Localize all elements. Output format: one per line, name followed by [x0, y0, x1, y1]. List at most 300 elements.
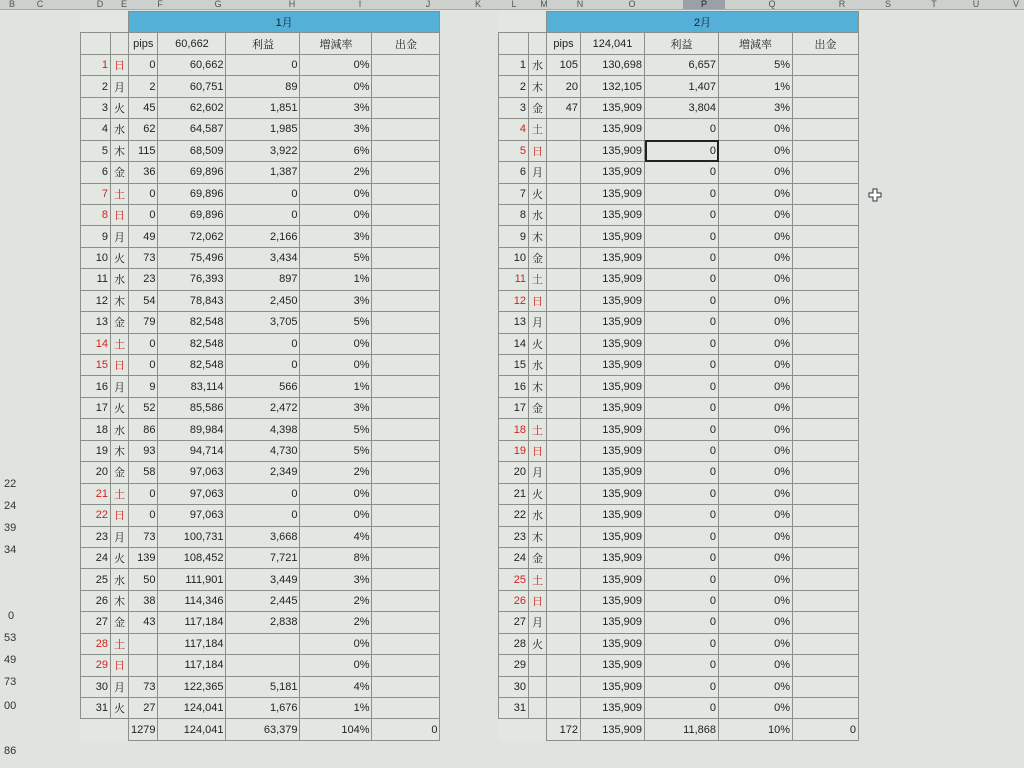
withdraw-cell[interactable] — [372, 676, 440, 697]
profit-cell[interactable]: 1,407 — [645, 76, 719, 97]
rate-cell[interactable]: 1% — [300, 376, 372, 397]
weekday-cell[interactable]: 土 — [529, 119, 547, 140]
day-cell[interactable]: 11 — [499, 269, 529, 290]
weekday-cell[interactable]: 金 — [529, 547, 547, 568]
withdraw-cell[interactable] — [372, 76, 440, 97]
balance-cell[interactable]: 78,843 — [158, 290, 226, 311]
total-rate[interactable]: 104% — [300, 719, 372, 740]
profit-cell[interactable]: 4,398 — [226, 419, 300, 440]
balance-cell[interactable]: 135,909 — [581, 119, 645, 140]
rate-cell[interactable]: 1% — [300, 698, 372, 719]
profit-cell[interactable]: 5,181 — [226, 676, 300, 697]
day-cell[interactable]: 25 — [499, 569, 529, 590]
rate-cell[interactable]: 0% — [300, 76, 372, 97]
profit-cell[interactable]: 0 — [645, 355, 719, 376]
pips-cell[interactable]: 38 — [129, 590, 158, 611]
balance-cell[interactable]: 135,909 — [581, 97, 645, 118]
day-cell[interactable]: 20 — [81, 462, 111, 483]
rate-cell[interactable]: 0% — [300, 655, 372, 676]
withdraw-cell[interactable] — [793, 162, 859, 183]
profit-cell[interactable]: 0 — [645, 226, 719, 247]
day-cell[interactable]: 7 — [81, 183, 111, 204]
profit-cell[interactable]: 0 — [226, 505, 300, 526]
rate-cell[interactable]: 0% — [719, 247, 793, 268]
day-cell[interactable]: 1 — [81, 54, 111, 75]
total-balance[interactable]: 135,909 — [581, 719, 645, 740]
day-cell[interactable]: 12 — [499, 290, 529, 311]
header-start-balance[interactable]: 60,662 — [158, 33, 226, 54]
balance-cell[interactable]: 135,909 — [581, 569, 645, 590]
pips-cell[interactable]: 2 — [129, 76, 158, 97]
rate-cell[interactable]: 0% — [300, 204, 372, 225]
rate-cell[interactable]: 0% — [300, 183, 372, 204]
rate-cell[interactable]: 5% — [300, 440, 372, 461]
withdraw-cell[interactable] — [793, 698, 859, 719]
profit-cell[interactable]: 1,387 — [226, 162, 300, 183]
profit-cell[interactable]: 2,838 — [226, 612, 300, 633]
pips-cell[interactable]: 73 — [129, 526, 158, 547]
profit-cell[interactable]: 0 — [226, 355, 300, 376]
balance-cell[interactable]: 135,909 — [581, 655, 645, 676]
rate-cell[interactable]: 0% — [719, 333, 793, 354]
rate-cell[interactable]: 3% — [300, 290, 372, 311]
withdraw-cell[interactable] — [372, 54, 440, 75]
profit-cell[interactable]: 0 — [645, 204, 719, 225]
balance-cell[interactable]: 75,496 — [158, 247, 226, 268]
day-cell[interactable]: 28 — [81, 633, 111, 654]
pips-cell[interactable]: 0 — [129, 333, 158, 354]
day-cell[interactable]: 2 — [81, 76, 111, 97]
weekday-cell[interactable]: 火 — [529, 633, 547, 654]
withdraw-cell[interactable] — [372, 547, 440, 568]
withdraw-cell[interactable] — [793, 140, 859, 161]
day-cell[interactable]: 28 — [499, 633, 529, 654]
rate-cell[interactable]: 3% — [300, 569, 372, 590]
selected-profit-cell[interactable]: 0 — [645, 140, 719, 161]
profit-cell[interactable]: 2,450 — [226, 290, 300, 311]
weekday-cell[interactable]: 火 — [529, 183, 547, 204]
rate-cell[interactable]: 5% — [300, 419, 372, 440]
rate-cell[interactable]: 0% — [719, 355, 793, 376]
pips-cell[interactable] — [547, 612, 581, 633]
profit-cell[interactable]: 897 — [226, 269, 300, 290]
weekday-cell[interactable]: 火 — [111, 247, 129, 268]
day-cell[interactable]: 21 — [499, 483, 529, 504]
rate-cell[interactable]: 1% — [300, 269, 372, 290]
weekday-cell[interactable] — [529, 698, 547, 719]
header-cell-weekday[interactable] — [529, 33, 547, 54]
balance-cell[interactable]: 108,452 — [158, 547, 226, 568]
weekday-cell[interactable]: 木 — [111, 590, 129, 611]
day-cell[interactable]: 31 — [499, 698, 529, 719]
balance-cell[interactable]: 89,984 — [158, 419, 226, 440]
withdraw-cell[interactable] — [793, 119, 859, 140]
weekday-cell[interactable]: 土 — [111, 483, 129, 504]
balance-cell[interactable]: 117,184 — [158, 655, 226, 676]
withdraw-cell[interactable] — [793, 97, 859, 118]
profit-cell[interactable]: 0 — [645, 526, 719, 547]
weekday-cell[interactable] — [529, 676, 547, 697]
profit-cell[interactable]: 2,472 — [226, 397, 300, 418]
profit-cell[interactable]: 2,166 — [226, 226, 300, 247]
withdraw-cell[interactable] — [372, 376, 440, 397]
balance-cell[interactable]: 135,909 — [581, 312, 645, 333]
column-header-R[interactable]: R — [838, 0, 846, 9]
total-withdraw[interactable]: 0 — [372, 719, 440, 740]
profit-cell[interactable]: 1,851 — [226, 97, 300, 118]
profit-cell[interactable]: 0 — [645, 676, 719, 697]
profit-cell[interactable]: 0 — [645, 419, 719, 440]
weekday-cell[interactable]: 月 — [529, 312, 547, 333]
weekday-cell[interactable]: 水 — [529, 54, 547, 75]
rate-cell[interactable]: 0% — [300, 355, 372, 376]
column-header-S[interactable]: S — [884, 0, 892, 9]
profit-cell[interactable]: 0 — [226, 204, 300, 225]
balance-cell[interactable]: 135,909 — [581, 204, 645, 225]
withdraw-cell[interactable] — [372, 269, 440, 290]
withdraw-cell[interactable] — [793, 269, 859, 290]
column-header-I[interactable]: I — [358, 0, 362, 9]
day-cell[interactable]: 3 — [499, 97, 529, 118]
balance-cell[interactable]: 135,909 — [581, 183, 645, 204]
profit-cell[interactable]: 0 — [645, 119, 719, 140]
balance-cell[interactable]: 135,909 — [581, 226, 645, 247]
day-cell[interactable]: 9 — [499, 226, 529, 247]
pips-cell[interactable] — [547, 247, 581, 268]
pips-cell[interactable] — [547, 676, 581, 697]
profit-cell[interactable]: 0 — [226, 183, 300, 204]
profit-cell[interactable]: 0 — [645, 333, 719, 354]
balance-cell[interactable]: 117,184 — [158, 633, 226, 654]
header-cell-weekday[interactable] — [111, 33, 129, 54]
pips-cell[interactable] — [547, 419, 581, 440]
weekday-cell[interactable]: 木 — [529, 76, 547, 97]
weekday-cell[interactable]: 火 — [529, 333, 547, 354]
weekday-cell[interactable]: 火 — [529, 483, 547, 504]
weekday-cell[interactable]: 金 — [529, 247, 547, 268]
withdraw-cell[interactable] — [372, 183, 440, 204]
pips-cell[interactable] — [547, 698, 581, 719]
day-cell[interactable]: 12 — [81, 290, 111, 311]
day-cell[interactable]: 23 — [81, 526, 111, 547]
pips-cell[interactable] — [547, 462, 581, 483]
rate-cell[interactable]: 0% — [719, 569, 793, 590]
pips-cell[interactable]: 139 — [129, 547, 158, 568]
pips-cell[interactable] — [547, 333, 581, 354]
weekday-cell[interactable]: 火 — [111, 97, 129, 118]
day-cell[interactable]: 3 — [81, 97, 111, 118]
balance-cell[interactable]: 135,909 — [581, 483, 645, 504]
pips-cell[interactable] — [547, 569, 581, 590]
day-cell[interactable]: 14 — [499, 333, 529, 354]
withdraw-cell[interactable] — [372, 633, 440, 654]
rate-cell[interactable]: 0% — [719, 633, 793, 654]
withdraw-cell[interactable] — [372, 397, 440, 418]
rate-cell[interactable]: 5% — [300, 312, 372, 333]
withdraw-cell[interactable] — [372, 290, 440, 311]
pips-cell[interactable]: 73 — [129, 247, 158, 268]
rate-cell[interactable]: 4% — [300, 526, 372, 547]
column-header-G[interactable]: G — [214, 0, 222, 9]
profit-cell[interactable]: 6,657 — [645, 54, 719, 75]
balance-cell[interactable]: 60,751 — [158, 76, 226, 97]
rate-cell[interactable]: 0% — [719, 505, 793, 526]
day-cell[interactable]: 8 — [81, 204, 111, 225]
day-cell[interactable]: 31 — [81, 698, 111, 719]
rate-cell[interactable]: 0% — [719, 312, 793, 333]
rate-cell[interactable]: 3% — [300, 119, 372, 140]
profit-cell[interactable]: 0 — [645, 655, 719, 676]
weekday-cell[interactable]: 金 — [111, 312, 129, 333]
weekday-cell[interactable]: 水 — [529, 505, 547, 526]
weekday-cell[interactable]: 日 — [529, 590, 547, 611]
day-cell[interactable]: 5 — [499, 140, 529, 161]
profit-cell[interactable]: 0 — [645, 698, 719, 719]
pips-cell[interactable]: 9 — [129, 376, 158, 397]
withdraw-cell[interactable] — [372, 612, 440, 633]
pips-cell[interactable] — [547, 312, 581, 333]
rate-cell[interactable]: 2% — [300, 590, 372, 611]
withdraw-cell[interactable] — [372, 526, 440, 547]
pips-cell[interactable]: 20 — [547, 76, 581, 97]
balance-cell[interactable]: 135,909 — [581, 633, 645, 654]
weekday-cell[interactable]: 土 — [111, 333, 129, 354]
balance-cell[interactable]: 124,041 — [158, 698, 226, 719]
day-cell[interactable]: 1 — [499, 54, 529, 75]
weekday-cell[interactable]: 日 — [529, 290, 547, 311]
withdraw-cell[interactable] — [793, 440, 859, 461]
profit-cell[interactable]: 0 — [226, 483, 300, 504]
balance-cell[interactable]: 135,909 — [581, 526, 645, 547]
balance-cell[interactable]: 135,909 — [581, 333, 645, 354]
balance-cell[interactable]: 135,909 — [581, 676, 645, 697]
withdraw-cell[interactable] — [372, 698, 440, 719]
balance-cell[interactable]: 82,548 — [158, 355, 226, 376]
weekday-cell[interactable]: 金 — [111, 462, 129, 483]
withdraw-cell[interactable] — [793, 462, 859, 483]
profit-cell[interactable]: 0 — [645, 569, 719, 590]
balance-cell[interactable]: 85,586 — [158, 397, 226, 418]
profit-cell[interactable]: 0 — [645, 162, 719, 183]
weekday-cell[interactable]: 木 — [529, 376, 547, 397]
balance-cell[interactable]: 64,587 — [158, 119, 226, 140]
column-header-M[interactable]: M — [540, 0, 548, 9]
rate-cell[interactable]: 0% — [300, 505, 372, 526]
rate-cell[interactable]: 0% — [719, 140, 793, 161]
day-cell[interactable]: 24 — [499, 547, 529, 568]
withdraw-cell[interactable] — [793, 397, 859, 418]
withdraw-cell[interactable] — [793, 655, 859, 676]
pips-cell[interactable]: 43 — [129, 612, 158, 633]
column-header-P[interactable]: P — [683, 0, 725, 9]
weekday-cell[interactable]: 金 — [111, 162, 129, 183]
weekday-cell[interactable]: 月 — [111, 76, 129, 97]
profit-cell[interactable]: 0 — [645, 590, 719, 611]
pips-cell[interactable] — [547, 505, 581, 526]
balance-cell[interactable]: 68,509 — [158, 140, 226, 161]
withdraw-cell[interactable] — [793, 247, 859, 268]
weekday-cell[interactable]: 水 — [529, 204, 547, 225]
header-rate[interactable]: 増減率 — [719, 33, 793, 54]
weekday-cell[interactable]: 水 — [111, 119, 129, 140]
pips-cell[interactable]: 0 — [129, 204, 158, 225]
weekday-cell[interactable]: 水 — [111, 269, 129, 290]
balance-cell[interactable]: 135,909 — [581, 290, 645, 311]
profit-cell[interactable]: 3,705 — [226, 312, 300, 333]
day-cell[interactable]: 22 — [81, 505, 111, 526]
rate-cell[interactable]: 5% — [719, 54, 793, 75]
withdraw-cell[interactable] — [793, 547, 859, 568]
pips-cell[interactable]: 0 — [129, 505, 158, 526]
day-cell[interactable]: 7 — [499, 183, 529, 204]
rate-cell[interactable]: 0% — [719, 698, 793, 719]
balance-cell[interactable]: 117,184 — [158, 612, 226, 633]
column-header-bar[interactable] — [0, 0, 1024, 10]
pips-cell[interactable] — [547, 376, 581, 397]
day-cell[interactable]: 17 — [81, 397, 111, 418]
column-header-C[interactable]: C — [36, 0, 44, 9]
day-cell[interactable]: 2 — [499, 76, 529, 97]
weekday-cell[interactable]: 木 — [111, 290, 129, 311]
withdraw-cell[interactable] — [372, 505, 440, 526]
pips-cell[interactable]: 23 — [129, 269, 158, 290]
withdraw-cell[interactable] — [793, 312, 859, 333]
withdraw-cell[interactable] — [372, 590, 440, 611]
withdraw-cell[interactable] — [793, 676, 859, 697]
day-cell[interactable]: 29 — [81, 655, 111, 676]
total-balance[interactable]: 124,041 — [158, 719, 226, 740]
header-profit[interactable]: 利益 — [226, 33, 300, 54]
day-cell[interactable]: 13 — [499, 312, 529, 333]
day-cell[interactable]: 5 — [81, 140, 111, 161]
weekday-cell[interactable]: 火 — [111, 547, 129, 568]
balance-cell[interactable]: 122,365 — [158, 676, 226, 697]
profit-cell[interactable]: 3,668 — [226, 526, 300, 547]
balance-cell[interactable]: 62,602 — [158, 97, 226, 118]
pips-cell[interactable] — [547, 655, 581, 676]
balance-cell[interactable]: 135,909 — [581, 462, 645, 483]
balance-cell[interactable]: 82,548 — [158, 312, 226, 333]
pips-cell[interactable] — [547, 440, 581, 461]
day-cell[interactable]: 27 — [499, 612, 529, 633]
balance-cell[interactable]: 130,698 — [581, 54, 645, 75]
profit-cell[interactable] — [226, 655, 300, 676]
column-header-L[interactable]: L — [511, 0, 517, 9]
rate-cell[interactable]: 2% — [300, 612, 372, 633]
balance-cell[interactable]: 135,909 — [581, 140, 645, 161]
withdraw-cell[interactable] — [793, 54, 859, 75]
withdraw-cell[interactable] — [372, 140, 440, 161]
pips-cell[interactable]: 58 — [129, 462, 158, 483]
balance-cell[interactable]: 76,393 — [158, 269, 226, 290]
withdraw-cell[interactable] — [793, 419, 859, 440]
rate-cell[interactable]: 0% — [719, 612, 793, 633]
profit-cell[interactable]: 3,804 — [645, 97, 719, 118]
pips-cell[interactable] — [547, 183, 581, 204]
pips-cell[interactable] — [547, 633, 581, 654]
column-header-Q[interactable]: Q — [768, 0, 776, 9]
balance-cell[interactable]: 97,063 — [158, 462, 226, 483]
column-header-H[interactable]: H — [288, 0, 296, 9]
withdraw-cell[interactable] — [372, 204, 440, 225]
balance-cell[interactable]: 135,909 — [581, 547, 645, 568]
balance-cell[interactable]: 114,346 — [158, 590, 226, 611]
total-pips[interactable]: 172 — [547, 719, 581, 740]
day-cell[interactable]: 9 — [81, 226, 111, 247]
balance-cell[interactable]: 135,909 — [581, 698, 645, 719]
rate-cell[interactable]: 0% — [719, 183, 793, 204]
weekday-cell[interactable]: 土 — [529, 419, 547, 440]
pips-cell[interactable]: 0 — [129, 355, 158, 376]
rate-cell[interactable]: 0% — [300, 483, 372, 504]
withdraw-cell[interactable] — [372, 226, 440, 247]
weekday-cell[interactable] — [529, 655, 547, 676]
header-withdraw[interactable]: 出金 — [372, 33, 440, 54]
pips-cell[interactable] — [547, 226, 581, 247]
day-cell[interactable]: 23 — [499, 526, 529, 547]
weekday-cell[interactable]: 月 — [111, 226, 129, 247]
pips-cell[interactable]: 62 — [129, 119, 158, 140]
withdraw-cell[interactable] — [793, 633, 859, 654]
pips-cell[interactable] — [547, 526, 581, 547]
weekday-cell[interactable]: 土 — [111, 183, 129, 204]
day-cell[interactable]: 19 — [81, 440, 111, 461]
rate-cell[interactable]: 0% — [300, 333, 372, 354]
withdraw-cell[interactable] — [372, 247, 440, 268]
total-spacer[interactable] — [81, 719, 129, 740]
balance-cell[interactable]: 135,909 — [581, 612, 645, 633]
withdraw-cell[interactable] — [372, 97, 440, 118]
withdraw-cell[interactable] — [793, 226, 859, 247]
weekday-cell[interactable]: 土 — [529, 569, 547, 590]
weekday-cell[interactable]: 月 — [111, 526, 129, 547]
profit-cell[interactable]: 0 — [226, 54, 300, 75]
column-header-T[interactable]: T — [931, 0, 937, 9]
profit-cell[interactable]: 0 — [645, 397, 719, 418]
weekday-cell[interactable]: 日 — [111, 204, 129, 225]
pips-cell[interactable]: 0 — [129, 183, 158, 204]
balance-cell[interactable]: 135,909 — [581, 505, 645, 526]
balance-cell[interactable]: 135,909 — [581, 247, 645, 268]
profit-cell[interactable]: 0 — [645, 612, 719, 633]
withdraw-cell[interactable] — [793, 569, 859, 590]
rate-cell[interactable]: 0% — [719, 376, 793, 397]
balance-cell[interactable]: 135,909 — [581, 162, 645, 183]
weekday-cell[interactable]: 日 — [111, 505, 129, 526]
withdraw-cell[interactable] — [793, 76, 859, 97]
column-header-N[interactable]: N — [576, 0, 584, 9]
withdraw-cell[interactable] — [793, 333, 859, 354]
profit-cell[interactable]: 0 — [645, 183, 719, 204]
weekday-cell[interactable]: 月 — [111, 676, 129, 697]
header-pips[interactable]: pips — [547, 33, 581, 54]
header-rate[interactable]: 増減率 — [300, 33, 372, 54]
profit-cell[interactable]: 1,676 — [226, 698, 300, 719]
rate-cell[interactable]: 0% — [719, 440, 793, 461]
day-cell[interactable]: 15 — [81, 355, 111, 376]
day-cell[interactable]: 4 — [81, 119, 111, 140]
profit-cell[interactable]: 0 — [645, 462, 719, 483]
withdraw-cell[interactable] — [793, 183, 859, 204]
pips-cell[interactable] — [129, 655, 158, 676]
withdraw-cell[interactable] — [793, 612, 859, 633]
pips-cell[interactable] — [547, 290, 581, 311]
profit-cell[interactable]: 3,922 — [226, 140, 300, 161]
pips-cell[interactable]: 115 — [129, 140, 158, 161]
withdraw-cell[interactable] — [372, 569, 440, 590]
withdraw-cell[interactable] — [372, 483, 440, 504]
balance-cell[interactable]: 69,896 — [158, 204, 226, 225]
